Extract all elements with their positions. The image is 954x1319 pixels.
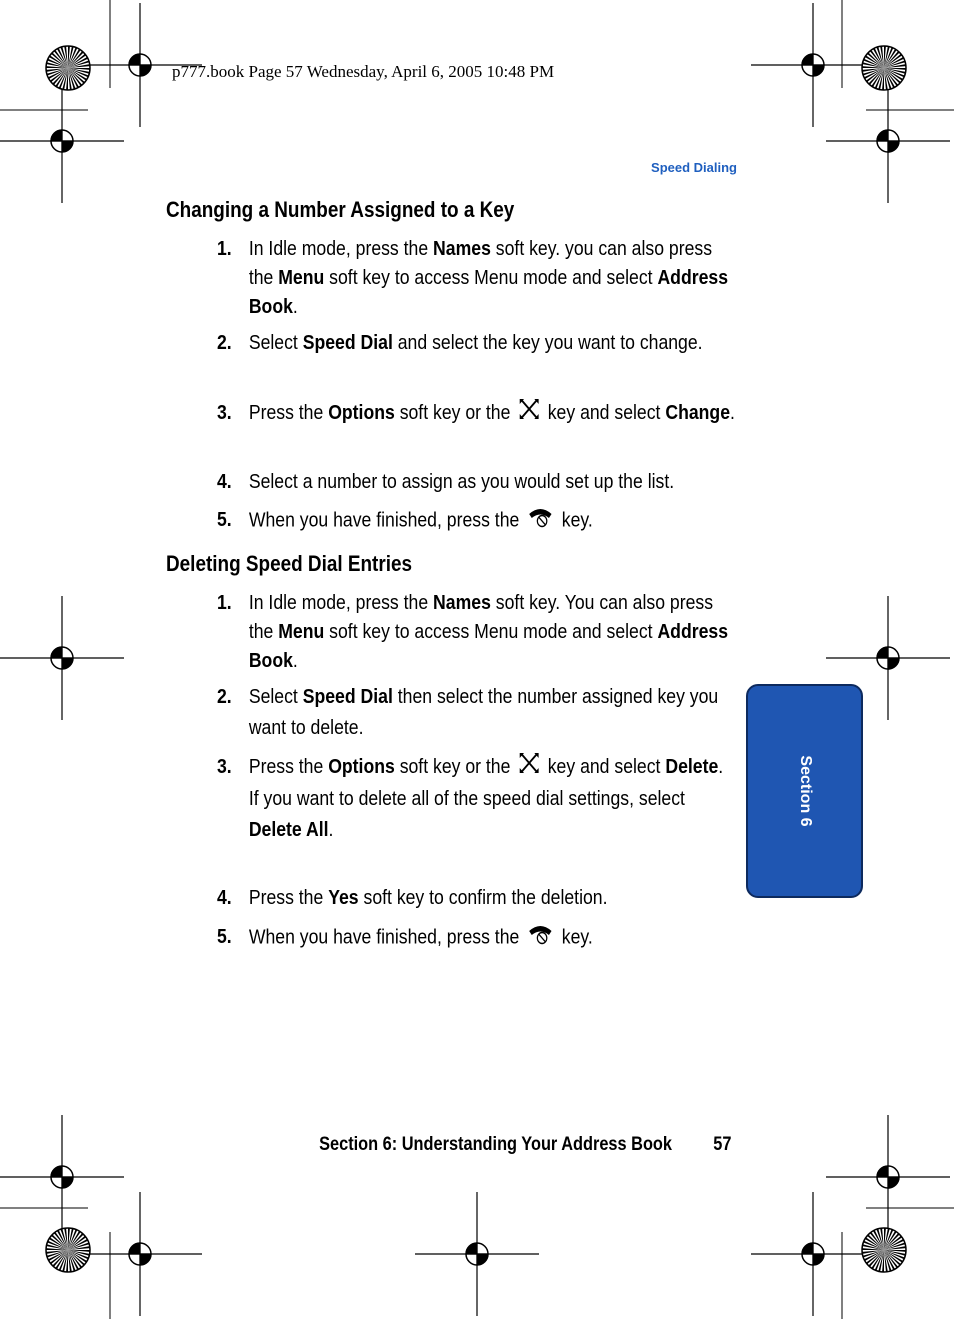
step-item xyxy=(217,751,724,845)
page-number: 57 xyxy=(712,1134,731,1155)
text-run: key. xyxy=(556,925,593,949)
bold-term: Change xyxy=(665,401,731,424)
text-run: then select the number assigned key you want to delete. xyxy=(248,685,719,739)
step-number: 2. xyxy=(217,331,232,354)
bold-term: Address Book xyxy=(248,620,729,672)
end-key-icon xyxy=(528,505,554,537)
step-number: 5. xyxy=(217,925,232,948)
text-run: Select xyxy=(248,331,303,354)
text-run: Select xyxy=(248,685,303,708)
section-tab-label: Section 6 xyxy=(796,755,814,827)
step-item xyxy=(217,505,699,537)
step-number: 4. xyxy=(217,470,232,493)
registration-starburst xyxy=(862,1228,906,1272)
bold-term: Names xyxy=(433,237,491,260)
step-item xyxy=(217,234,729,321)
bold-term: Yes xyxy=(328,886,359,909)
text-run: key and select xyxy=(542,755,666,778)
bold-term: Delete All xyxy=(248,818,329,842)
step-number: 1. xyxy=(217,237,232,260)
text-run: soft key to access Menu mode and select xyxy=(324,620,658,643)
registration-crosshair xyxy=(751,3,875,127)
section-heading: Deleting Speed Dial Entries xyxy=(166,551,413,576)
registration-starburst xyxy=(46,1228,90,1272)
text-run: If you want to delete all of the speed dial settings, select xyxy=(248,787,685,811)
page-footer xyxy=(319,1134,731,1156)
section-tab xyxy=(746,684,863,898)
text-run: soft key. You can also press the xyxy=(248,591,714,643)
text-run: soft key to access Menu mode and select xyxy=(324,266,658,289)
text-run: Press the xyxy=(248,755,329,778)
text-run: In Idle mode, press the xyxy=(248,237,434,260)
bold-term: Options xyxy=(328,755,395,778)
step-item xyxy=(217,922,699,954)
step-item xyxy=(217,681,719,743)
bold-term: Delete xyxy=(665,755,719,778)
bold-term: Names xyxy=(433,591,491,614)
text-run: soft key or the xyxy=(394,401,516,424)
registration-crosshair xyxy=(415,1192,539,1316)
registration-crosshair xyxy=(0,596,124,720)
text-run: Press the xyxy=(248,886,329,909)
text-run: . xyxy=(292,295,298,318)
bold-term: Speed Dial xyxy=(302,685,393,708)
text-run: Press the xyxy=(248,401,329,424)
text-run: . xyxy=(718,755,724,778)
step-item xyxy=(217,327,703,358)
text-run: and select the key you want to change. xyxy=(392,331,703,354)
bold-term: Menu xyxy=(278,620,325,643)
step-item xyxy=(217,397,735,429)
registration-crosshair xyxy=(751,1192,875,1316)
step-text xyxy=(249,922,739,954)
text-run: Select a number to assign as you would set up the list. xyxy=(248,470,675,493)
text-run: . xyxy=(292,649,298,672)
step-text xyxy=(249,505,739,537)
step-number: 3. xyxy=(217,401,232,424)
text-run: soft key to confirm the deletion. xyxy=(358,886,608,909)
step-text xyxy=(249,588,739,675)
registration-crosshair xyxy=(0,1115,124,1239)
registration-crosshair xyxy=(78,1192,202,1316)
bold-term: Address Book xyxy=(248,266,729,318)
registration-crosshair xyxy=(826,1115,950,1239)
bold-term: Menu xyxy=(278,266,325,289)
bold-term: Options xyxy=(328,401,395,424)
step-item xyxy=(217,467,699,496)
step-text xyxy=(249,467,739,496)
step-item xyxy=(217,883,699,912)
end-key-icon xyxy=(528,922,554,954)
print-header-line: p777.book Page 57 Wednesday, April 6, 2005 10:48 PM xyxy=(172,62,555,81)
registration-starburst xyxy=(862,46,906,90)
step-text xyxy=(249,751,739,845)
step-text xyxy=(249,397,739,429)
nav-key-icon xyxy=(519,752,540,783)
step-number: 4. xyxy=(217,886,232,909)
step-number: 1. xyxy=(217,591,232,614)
text-run: key and select xyxy=(542,401,666,424)
step-text xyxy=(249,681,739,743)
step-number: 2. xyxy=(217,685,232,708)
registration-starburst xyxy=(46,46,90,90)
text-run: . xyxy=(328,818,334,842)
bold-term: Speed Dial xyxy=(302,331,393,354)
footer-section-title: Section 6: Understanding Your Address Book xyxy=(318,1134,672,1155)
step-number: 5. xyxy=(217,508,232,531)
registration-crosshair xyxy=(0,79,124,203)
step-text xyxy=(249,234,739,321)
step-number: 3. xyxy=(217,755,232,778)
step-item xyxy=(217,588,729,675)
running-head: Speed Dialing xyxy=(651,160,737,175)
section-heading: Changing a Number Assigned to a Key xyxy=(166,197,515,222)
text-run: In Idle mode, press the xyxy=(248,591,434,614)
nav-key-icon xyxy=(519,398,540,429)
text-run: . xyxy=(730,401,735,424)
text-run: key. xyxy=(556,508,593,532)
step-text xyxy=(249,327,739,358)
text-run: soft key. you can also press the xyxy=(248,237,713,289)
step-text xyxy=(249,883,739,912)
registration-crosshair xyxy=(826,79,950,203)
text-run: When you have finished, press the xyxy=(248,925,525,949)
text-run: When you have finished, press the xyxy=(248,508,525,532)
text-run: soft key or the xyxy=(394,755,516,778)
